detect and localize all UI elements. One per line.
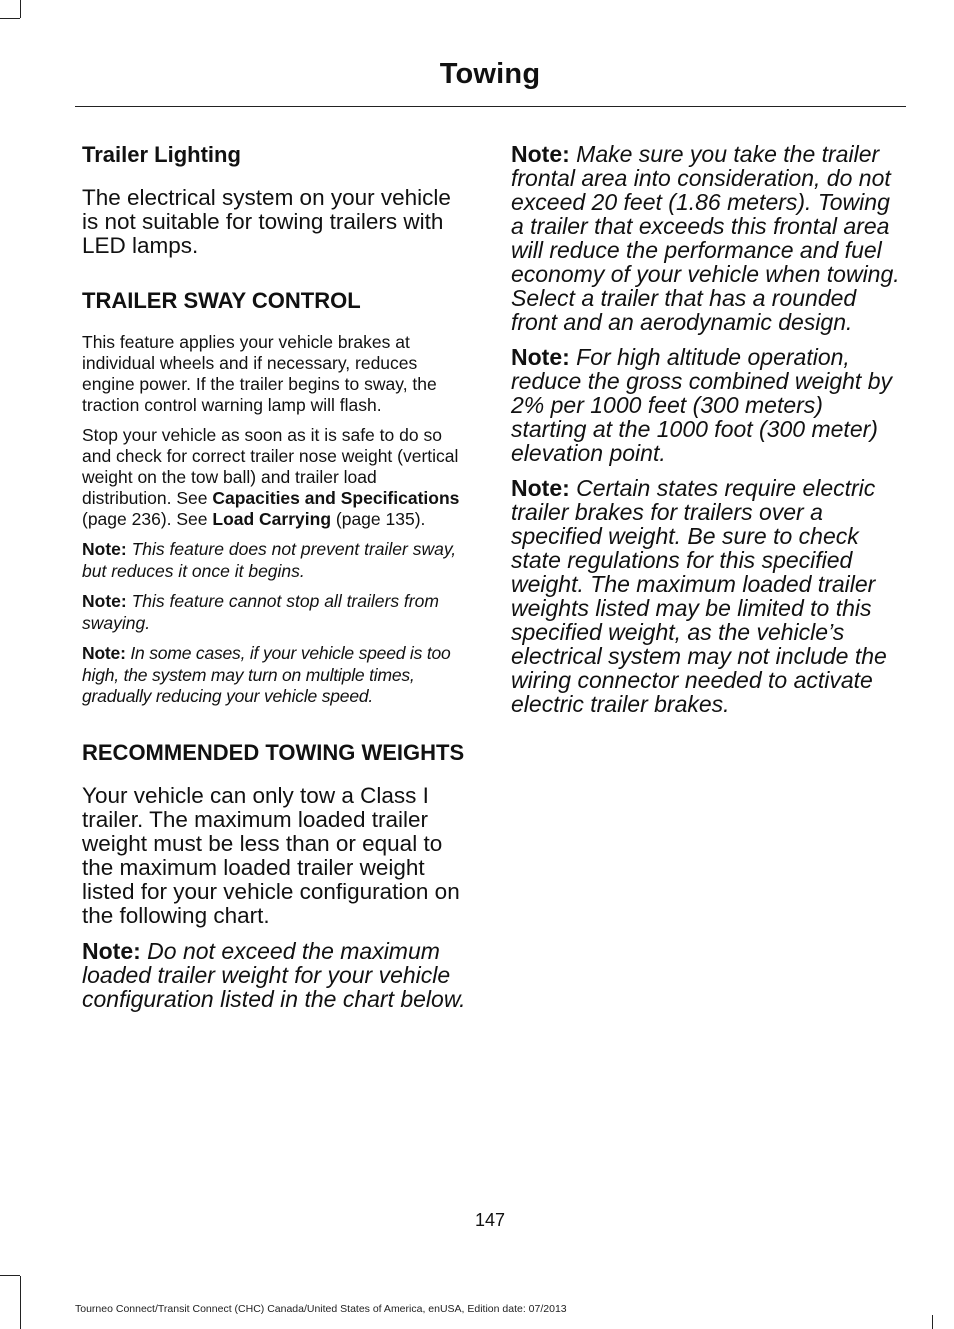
note-text: Certain states require electric trailer brakes for trailers over a specified weight. Be sure to check state regulations for this specified weight. The maximum loaded trailer weights listed may be limited to this specified weight, as the vehicle’s electrical system may not include the wiring connector needed to activate electric trailer brakes. (511, 475, 887, 717)
crop-mark (20, 0, 21, 18)
page-number: 147 (474, 1210, 506, 1230)
note-label: Note: (82, 591, 127, 611)
towing-weights-body: Your vehicle can only tow a Class I trailer. The maximum loaded trailer weight must be less than or equal to the maximum loaded trailer weight listed for your vehicle configuration on the following chart. (82, 782, 460, 928)
page-title: Towing (439, 58, 541, 90)
towing-weights-heading: RECOMMENDED TOWING WEIGHTS (82, 739, 465, 765)
left-column (82, 142, 470, 1011)
sway-p2-start: Stop your vehicle as soon as it is safe to do so and check for correct trailer nose weight (vertical weight on the tow ball) and trailer load distribution. See (82, 425, 459, 508)
right-column (511, 142, 903, 716)
note-text: In some cases, if your vehicle speed is too high, the system may turn on multiple times, gradually reducing your vehicle speed. (82, 643, 451, 706)
sway-note-2 (82, 591, 470, 634)
frontal-area-note (511, 142, 903, 334)
note-text: Make sure you take the trailer frontal area into consideration, do not exceed 20 feet (1.86 meters). Towing a trailer that exceeds this frontal area will reduce the performance and fuel economy of your vehicle when towing. Select a trailer that has a rounded front and an aerodynamic design. (511, 141, 900, 335)
note-label: Note: (82, 937, 141, 964)
sway-note-1 (82, 539, 470, 582)
crop-mark (20, 1276, 21, 1329)
sway-p2-end: (page 135). (331, 509, 426, 529)
title-divider (75, 106, 906, 107)
sway-note-3 (82, 643, 470, 708)
trailer-lighting-heading: Trailer Lighting (82, 142, 241, 167)
sway-paragraph-2 (82, 425, 470, 530)
edition-footer: Tourneo Connect/Transit Connect (CHC) Canada/United States of America, enUSA, Edition date: 07/2013 (75, 1303, 567, 1315)
note-text: This feature cannot stop all trailers from swaying. (82, 591, 439, 633)
sway-control-heading: TRAILER SWAY CONTROL (82, 288, 361, 313)
crop-mark (0, 1275, 20, 1276)
note-text: This feature does not prevent trailer sway, but reduces it once it begins. (82, 539, 457, 581)
note-label: Note: (511, 141, 570, 167)
trailer-lighting-body: The electrical system on your vehicle is not suitable for towing trailers with LED lamps. (82, 185, 451, 258)
sway-p2-mid: (page 236). See (82, 509, 213, 529)
sway-paragraph-1: This feature applies your vehicle brakes at individual wheels and if necessary, reduces engine power. If the trailer begins to sway, the traction control warning lamp will flash. (82, 332, 437, 415)
towing-weights-note (82, 939, 470, 1011)
altitude-note (511, 345, 903, 465)
note-label: Note: (82, 539, 127, 559)
note-text: For high altitude operation, reduce the gross combined weight by 2% per 1000 feet (300 meters) starting at the 1000 foot (300 meter) elevation point. (511, 344, 892, 466)
note-text: Do not exceed the maximum loaded trailer weight for your vehicle configuration listed in the chart below. (82, 937, 466, 1012)
load-carrying-link[interactable]: Load Carrying (212, 509, 332, 529)
crop-mark (932, 1315, 933, 1329)
crop-mark (0, 18, 20, 19)
note-label: Note: (82, 643, 126, 663)
electric-brakes-note (511, 476, 903, 716)
note-label: Note: (511, 344, 570, 370)
capacities-link[interactable]: Capacities and Specifications (212, 488, 460, 508)
note-label: Note: (511, 475, 570, 501)
